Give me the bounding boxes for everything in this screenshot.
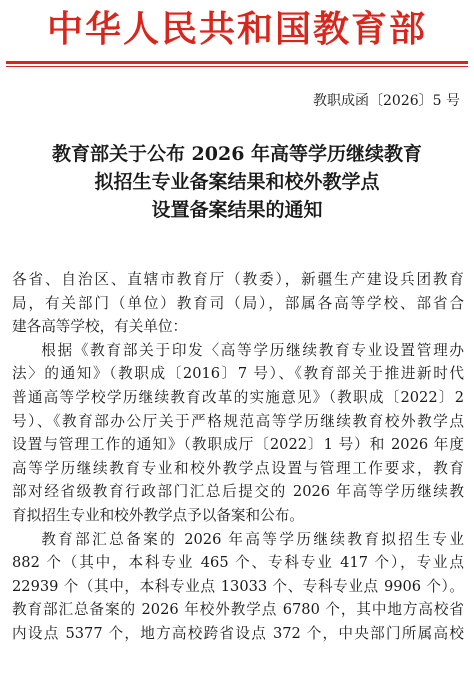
paragraph-line: 号）、《教育部办公厅关于严格规范高等学历继续教育校外教学点 xyxy=(12,412,464,430)
masthead-rule-thick xyxy=(6,61,468,64)
ministry-masthead: 中华人民共和国教育部 xyxy=(46,8,427,50)
paragraph-line: 882 个（其中，本科专业 465 个、专科专业 417 个），专业点 xyxy=(12,554,464,572)
document-body xyxy=(12,268,464,646)
paragraph-line: 设置与管理工作的通知》（教职成厅〔2022〕1 号）和 2026 年度 xyxy=(12,436,464,454)
paragraph-line: 根据《教育部关于印发〈高等学历继续教育专业设置管理办 xyxy=(41,341,464,359)
paragraph-line: 22939 个（其中，本科专业点 13033 个、专科专业点 9906 个）。 xyxy=(12,577,464,595)
paragraph-line: 内设点 5377 个，地方高校跨省设点 372 个，中央部门所属高校 xyxy=(12,624,464,642)
salutation-line: 各省、自治区、直辖市教育厅（教委），新疆生产建设兵团教育 xyxy=(12,271,464,288)
paragraph-1 xyxy=(12,339,464,528)
document-title xyxy=(0,140,474,224)
paragraph-line: 教育部汇总备案的 2026 年校外教学点 6780 个，其中地方高校省 xyxy=(12,601,464,619)
title-line-3: 设置备案结果的通知 xyxy=(151,199,323,221)
paragraph-line: 高等学历继续教育专业和校外教学点设置与管理工作要求，教育 xyxy=(12,459,464,477)
title-line-2: 拟招生专业备案结果和校外教学点 xyxy=(94,171,380,193)
paragraph-line: 普通高等学校学历继续教育改革的实施意见》（教职成〔2022〕2 xyxy=(12,388,464,406)
salutation-line: 局，有关部门（单位）教育司（局），部属各高等学校、部省合 xyxy=(12,294,464,312)
paragraph-2 xyxy=(12,528,464,646)
title-line-1: 教育部关于公布 2026 年高等学历继续教育 xyxy=(51,143,423,165)
paragraph-line: 部对经省级教育行政部门汇总后提交的 2026 年高等学历继续教 xyxy=(12,483,464,501)
paragraph-line: 育拟招生专业和校外教学点予以备案和公布。 xyxy=(12,506,304,524)
salutation xyxy=(12,268,464,339)
paragraph-line: 教育部汇总备案的 2026 年高等学历继续教育拟招生专业 xyxy=(41,530,464,548)
salutation-line: 建各高等学校，有关单位： xyxy=(12,318,188,336)
document-number: 教职成函〔2026〕5 号 xyxy=(313,93,460,109)
masthead-rule-thin xyxy=(6,66,468,67)
paragraph-line: 法〉的通知》（教职成〔2016〕7 号）、《教育部关于推进新时代 xyxy=(12,365,464,383)
